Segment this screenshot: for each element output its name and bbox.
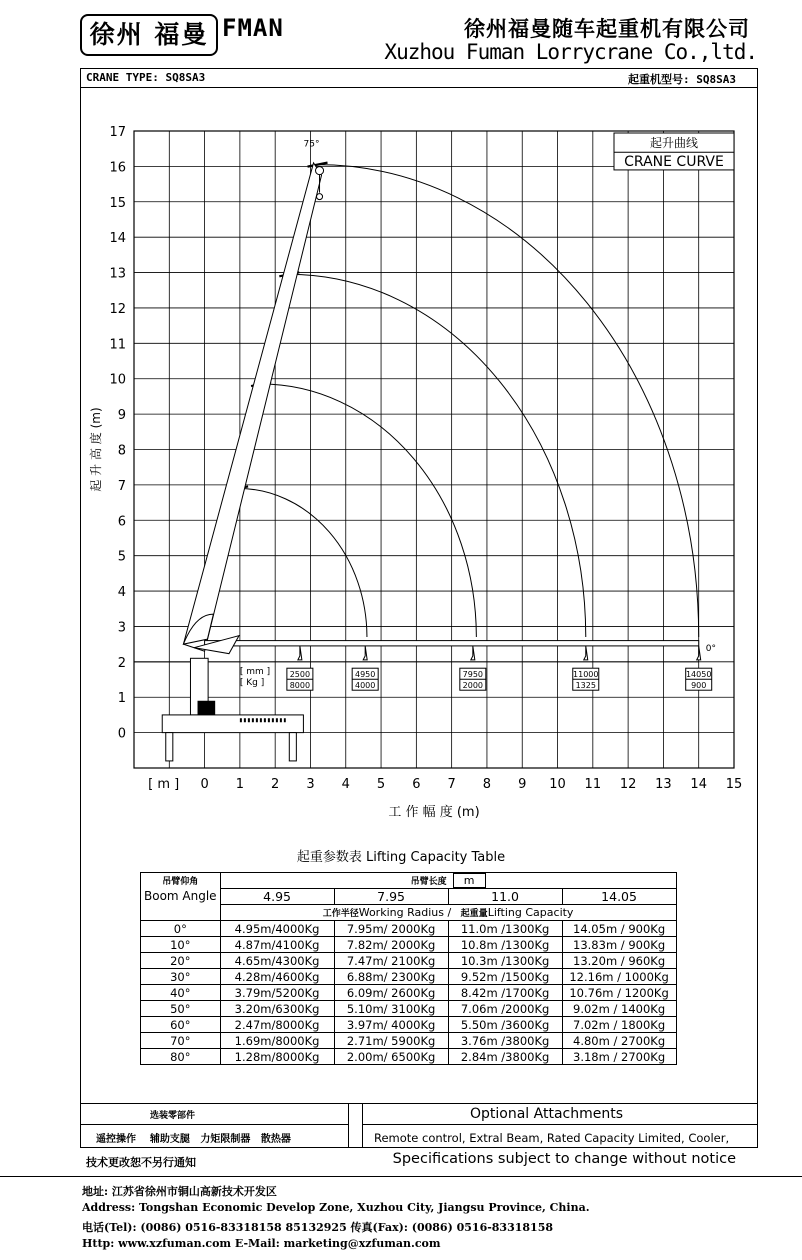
capacity-cell: 7.02m / 1800Kg <box>562 1017 676 1033</box>
boom-tip-sheave <box>316 167 324 175</box>
notice-cn: 技术更改恕不另行通知 <box>86 1156 196 1169</box>
outrigger-left <box>166 733 173 761</box>
boom-angle-max-label: 75° <box>303 139 320 150</box>
capacity-cell: 11.0m /1300Kg <box>448 921 562 937</box>
y-tick-label: 3 <box>117 620 126 636</box>
y-tick-label: 8 <box>117 443 126 459</box>
capacity-cell: 13.83m / 900Kg <box>562 937 676 953</box>
options-divider-right <box>362 1124 758 1125</box>
footer-web: Http: www.xzfuman.com E-Mail: marketing@xzfuman.com <box>82 1237 441 1250</box>
capacity-cell: 5.10m/ 3100Kg <box>334 1001 448 1017</box>
capacity-cell: 2.00m/ 6500Kg <box>334 1049 448 1065</box>
angle-cell: 50° <box>141 1001 221 1017</box>
lifting-arc <box>289 274 585 637</box>
capacity-cell: 1.28m/8000Kg <box>220 1049 334 1065</box>
load-point-mm: 2500 <box>289 670 311 680</box>
x-tick-label: 3 <box>306 777 315 792</box>
crane-type-en: CRANE TYPE: SQ8SA3 <box>86 71 206 84</box>
capacity-cell: 13.20m / 960Kg <box>562 953 676 969</box>
length-3: 14.05 <box>562 889 676 905</box>
y-tick-label: 14 <box>109 231 126 247</box>
angle-cell: 40° <box>141 985 221 1001</box>
capacity-cell: 12.16m / 1000Kg <box>562 969 676 985</box>
table-row <box>141 1001 677 1017</box>
x-tick-label: 4 <box>341 777 350 792</box>
capacity-cell: 7.95m/ 2000Kg <box>334 921 448 937</box>
y-tick-label: 0 <box>117 726 126 742</box>
radius-capacity-header: 工作半径Working Radius / 起重量Lifting Capacity <box>220 905 676 921</box>
capacity-cell: 7.47m/ 2100Kg <box>334 953 448 969</box>
capacity-cell: 10.76m / 1200Kg <box>562 985 676 1001</box>
company-logo-cn: 徐州 福曼 <box>80 14 218 56</box>
lifting-arc <box>238 488 367 637</box>
x-tick-label: 14 <box>690 777 707 792</box>
load-point-kg: 1325 <box>575 681 596 691</box>
capacity-cell: 9.52m /1500Kg <box>448 969 562 985</box>
options-items-en: Remote control, Extral Beam, Rated Capacity Limited, Cooler, <box>374 1131 730 1145</box>
capacity-cell: 4.80m / 2700Kg <box>562 1033 676 1049</box>
crane-range-chart <box>80 88 758 833</box>
boom-angle-min-label: 0° <box>705 644 716 655</box>
x-tick-label: 12 <box>619 777 637 792</box>
lifting-capacity-table <box>140 872 677 1065</box>
y-tick-label: 4 <box>117 585 126 601</box>
crane-type-cn: 起重机型号: SQ8SA3 <box>628 73 736 86</box>
capacity-cell: 3.97m/ 4000Kg <box>334 1017 448 1033</box>
capacity-cell: 5.50m /3600Kg <box>448 1017 562 1033</box>
capacity-cell: 14.05m / 900Kg <box>562 921 676 937</box>
x-tick-label: 8 <box>482 777 492 792</box>
load-point-kg: 4000 <box>354 681 376 691</box>
capacity-cell: 10.3m /1300Kg <box>448 953 562 969</box>
load-point-kg: 2000 <box>462 681 484 691</box>
capacity-cell: 2.84m /3800Kg <box>448 1049 562 1065</box>
x-tick-label: 10 <box>549 777 566 792</box>
outrigger-right <box>289 733 296 761</box>
unit-label-mm: [ mm ] <box>239 667 271 678</box>
table-row <box>141 953 677 969</box>
capacity-cell: 6.09m/ 2600Kg <box>334 985 448 1001</box>
hook-icon <box>298 646 302 660</box>
footer-address-en: Address: Tongshan Economic Develop Zone, Xuzhou City, Jiangsu Province, China. <box>82 1201 590 1214</box>
options-title-cn: 选装零部件 <box>150 1111 196 1121</box>
company-name-cn: 徐州福曼随车起重机有限公司 <box>464 17 750 41</box>
y-axis-label: 起 升 高 度 (m) <box>89 407 103 492</box>
capacity-cell: 9.02m / 1400Kg <box>562 1001 676 1017</box>
y-tick-label: 11 <box>109 337 126 353</box>
capacity-cell: 4.95m/4000Kg <box>220 921 334 937</box>
y-tick-label: 15 <box>109 195 126 211</box>
hook-icon <box>584 646 588 660</box>
hook-icon <box>363 646 367 660</box>
x-tick-label: 2 <box>271 777 280 792</box>
y-tick-label: 2 <box>117 655 126 671</box>
boom-length-header <box>220 873 676 889</box>
capacity-cell: 4.28m/4600Kg <box>220 969 334 985</box>
table-row <box>141 1049 677 1065</box>
angle-cell: 80° <box>141 1049 221 1065</box>
x-tick-label: 15 <box>725 777 743 792</box>
load-point-mm: 11000 <box>573 670 599 680</box>
x-axis-label: 工 作 幅 度 (m) <box>388 805 480 820</box>
x-tick-label: 6 <box>412 777 421 792</box>
y-tick-label: 16 <box>109 160 126 176</box>
boom-length-unit: m <box>453 873 486 888</box>
x-tick-label: 7 <box>447 777 456 792</box>
table-title: 起重参数表 Lifting Capacity Table <box>296 850 506 865</box>
capacity-cell: 3.76m /3800Kg <box>448 1033 562 1049</box>
x-tick-label: 1 <box>235 777 245 792</box>
footer-address-cn: 地址: 江苏省徐州市铜山高新技术开发区 <box>82 1185 277 1198</box>
y-tick-label: 1 <box>117 691 126 707</box>
angle-header-en: Boom Angle <box>141 889 221 921</box>
capacity-cell: 7.82m/ 2000Kg <box>334 937 448 953</box>
x-tick-label: 13 <box>655 777 672 792</box>
capacity-cell: 3.18m / 2700Kg <box>562 1049 676 1065</box>
table-row <box>141 1017 677 1033</box>
notice-en: Specifications subject to change without notice <box>392 1151 736 1167</box>
length-0: 4.95 <box>220 889 334 905</box>
x-tick-label: 5 <box>376 777 386 792</box>
load-point-kg: 8000 <box>289 681 311 691</box>
angle-cell: 30° <box>141 969 221 985</box>
y-tick-label: 9 <box>117 408 126 424</box>
y-tick-label: 13 <box>109 266 126 282</box>
angle-cell: 70° <box>141 1033 221 1049</box>
options-title-en: Optional Attachments <box>470 1106 624 1122</box>
y-tick-label: 12 <box>109 301 126 317</box>
angle-cell: 60° <box>141 1017 221 1033</box>
capacity-cell: 3.79m/5200Kg <box>220 985 334 1001</box>
load-point-mm: 14050 <box>685 670 712 680</box>
y-tick-label: 5 <box>117 549 126 565</box>
footer-rule <box>0 1176 802 1177</box>
lifting-arc <box>318 165 699 637</box>
options-items-cn: 遥控操作 辅助支腿 力矩限制器 散热器 <box>96 1134 291 1145</box>
table-row <box>141 969 677 985</box>
company-name-en: Xuzhou Fuman Lorrycrane Co.,ltd. <box>384 40 757 64</box>
x-unit-label: [ m ] <box>148 777 180 792</box>
y-tick-label: 17 <box>109 125 126 140</box>
load-point-kg: 900 <box>691 681 707 691</box>
load-point-mm: 7950 <box>462 670 484 680</box>
capacity-cell: 4.65m/4300Kg <box>220 953 334 969</box>
y-tick-label: 6 <box>117 514 126 530</box>
angle-cell: 10° <box>141 937 221 953</box>
load-point-mm: 4950 <box>354 670 376 680</box>
options-divider-left <box>80 1124 348 1125</box>
capacity-cell: 4.87m/4100Kg <box>220 937 334 953</box>
legend-label-cn: 起升曲线 <box>649 135 699 150</box>
x-tick-label: 9 <box>518 777 527 792</box>
slewing-unit <box>198 701 216 715</box>
capacity-cell: 2.47m/8000Kg <box>220 1017 334 1033</box>
unit-label-kg: [ Kg ] <box>239 677 265 688</box>
options-separator-1 <box>348 1103 349 1147</box>
crane-base <box>162 715 303 733</box>
boom-75-degrees <box>183 163 321 651</box>
angle-cell: 0° <box>141 921 221 937</box>
table-row <box>141 1033 677 1049</box>
hook-icon <box>471 646 475 660</box>
boom-0-degrees <box>205 641 699 646</box>
capacity-cell: 1.69m/8000Kg <box>220 1033 334 1049</box>
capacity-cell: 3.20m/6300Kg <box>220 1001 334 1017</box>
table-row <box>141 985 677 1001</box>
table-row <box>141 937 677 953</box>
y-tick-label: 10 <box>109 372 126 388</box>
hook-icon <box>317 194 323 200</box>
length-1: 7.95 <box>334 889 448 905</box>
angle-cell: 20° <box>141 953 221 969</box>
y-tick-label: 7 <box>117 478 126 494</box>
angle-header-cn: 吊臂仰角 <box>141 873 221 889</box>
length-2: 11.0 <box>448 889 562 905</box>
table-row <box>141 921 677 937</box>
options-separator-2 <box>362 1103 363 1147</box>
capacity-cell: 7.06m /2000Kg <box>448 1001 562 1017</box>
capacity-cell: 2.71m/ 5900Kg <box>334 1033 448 1049</box>
legend-label-en: CRANE CURVE <box>624 154 724 171</box>
footer-phone: 电话(Tel): (0086) 0516-83318158 85132925 传真(Fax): (0086) 0516-83318158 <box>82 1221 554 1234</box>
capacity-cell: 6.88m/ 2300Kg <box>334 969 448 985</box>
boom-length-label: 吊臂长度 <box>410 877 447 887</box>
capacity-cell: 10.8m /1300Kg <box>448 937 562 953</box>
company-logo-en: FMAN <box>222 14 284 42</box>
x-tick-label: 0 <box>200 777 209 792</box>
hook-icon <box>697 646 701 660</box>
x-tick-label: 11 <box>584 777 602 792</box>
capacity-cell: 8.42m /1700Kg <box>448 985 562 1001</box>
lifting-arc <box>261 384 476 637</box>
